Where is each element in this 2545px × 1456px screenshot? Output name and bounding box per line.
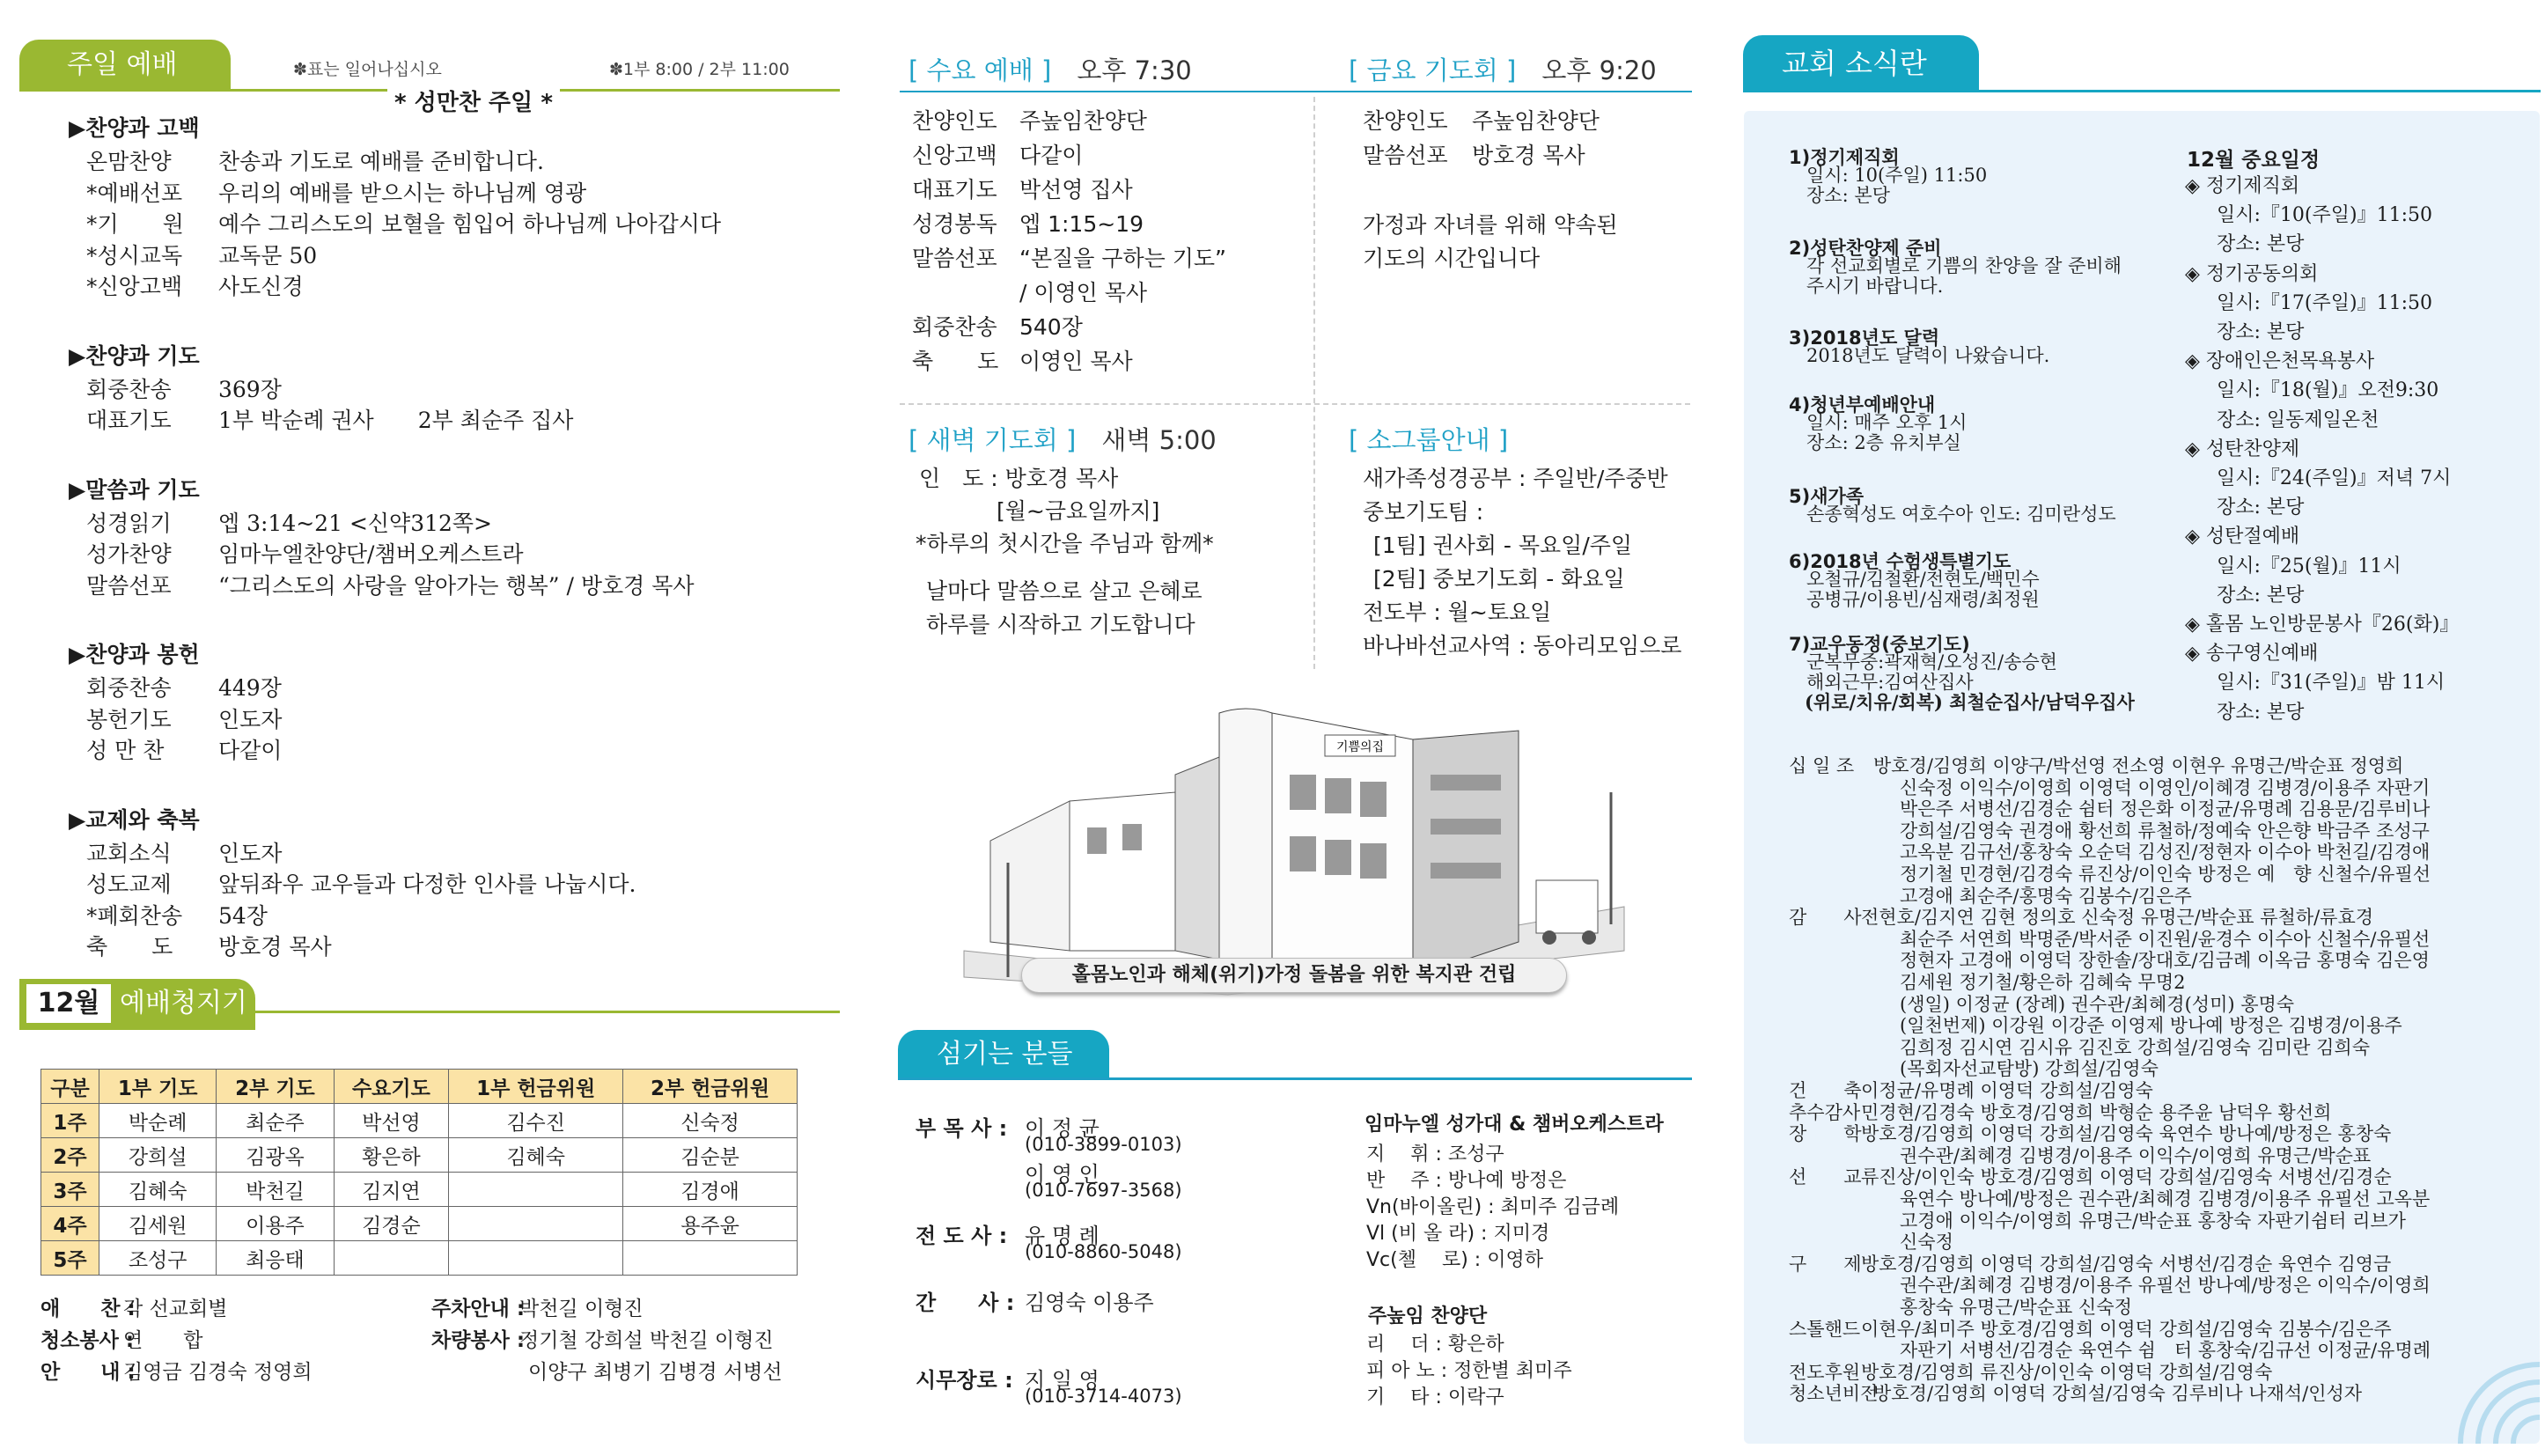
row-label: 성도교제 — [86, 871, 172, 897]
table-cell: 김혜숙 — [99, 1173, 217, 1207]
offering-names: 홍창숙 유명근/박순표 신숙정 — [1900, 1297, 2132, 1318]
row-label: 회중찬송 — [86, 376, 172, 402]
offering-names: (생일) 이정균 (장례) 권수관/최혜경(성미) 홍명숙 — [1900, 993, 2295, 1015]
server-role: 부 목 사 : — [916, 1116, 1008, 1141]
row-label: 회중찬송 — [912, 314, 997, 340]
row-value: 엡 1:15~19 — [1019, 211, 1144, 237]
duty-tab — [19, 979, 255, 1030]
offering-category: 장 학 — [1789, 1123, 1862, 1145]
server-name: 유 명 례 — [1025, 1224, 1100, 1248]
offering-names: 정기철 민경현/김경숙 류진상/이인숙 방정은 예 향 신철수/유필선 — [1900, 864, 2431, 885]
schedule-line: 일시:『25(월)』11시 — [2217, 555, 2402, 577]
row-label: *신앙고백 — [86, 274, 183, 299]
schedule-line: ◈ 장애인은천목욕봉사 — [2185, 350, 2375, 373]
offering-category: 건 축 — [1789, 1080, 1862, 1101]
row-value: 박선영 집사 — [1019, 177, 1133, 202]
schedule-line: 일시:『31(주일)』밤 11시 — [2217, 672, 2446, 695]
news-item-line: 일시: 매주 오후 1시 — [1806, 412, 1968, 433]
row-label: 말씀선포 — [86, 572, 172, 599]
building-caption: 홀몸노인과 해체(위기)가정 돌봄을 위한 복지관 건립 — [1021, 958, 1567, 993]
row-label: 축 도 — [912, 349, 999, 374]
server-name: (010-3714-4073) — [1025, 1386, 1182, 1407]
table-header: 수요기도 — [334, 1070, 449, 1104]
table-row — [41, 1241, 798, 1276]
news-item-title: 1)정기제직회 — [1789, 147, 1900, 168]
praise-member: 기 타 : 이락구 — [1366, 1386, 1504, 1408]
row-label: 축 도 — [86, 934, 173, 960]
table-cell: 김수진 — [449, 1104, 623, 1138]
offering-category: 추수감사 — [1789, 1101, 1861, 1123]
table-header: 구분 — [41, 1070, 99, 1104]
choir-member: Vl (비 올 라) : 지미경 — [1366, 1223, 1550, 1245]
smallgroup-title: [ 소그룹안내 ] — [1349, 425, 1509, 455]
offering-names: 정현자 고경애 이영덕 장한솔/장대호/김금례 이옥금 홍명숙 김은영 — [1900, 950, 2430, 972]
table-cell: 최순주 — [217, 1104, 334, 1138]
row-value: 우리의 예배를 받으시는 하나님께 영광 — [218, 180, 587, 206]
wednesday-title: [ 수요 예배 ] 오후 7:30 — [908, 55, 1192, 85]
praise-member: 피 아 노 : 정한별 최미주 — [1366, 1360, 1572, 1382]
row-value: 다같이 — [218, 738, 283, 763]
schedule-line: ◈ 정기공동의회 — [2185, 262, 2319, 285]
row-label: 성가찬양 — [86, 541, 172, 567]
news-item-title: 2)성탄찬양제 준비 — [1789, 238, 1942, 259]
extra-label: 차량봉사 : — [431, 1329, 526, 1352]
table-header: 1부 기도 — [99, 1070, 217, 1104]
offering-names: 전현호/김지연 김현 정의호 신숙정 유명근/박순표 류철하/류효경 — [1861, 907, 2374, 929]
extra-label: 안 내 : — [40, 1361, 136, 1384]
offering-names: 최순주 서연희 박명준/박서준 이진원/윤경수 이수아 신철수/유필선 — [1900, 928, 2431, 950]
row-value: 540장 — [1019, 314, 1083, 340]
extra-value: 정기철 강희설 박천길 이형진 — [519, 1329, 774, 1352]
table-cell: 신숙정 — [623, 1104, 798, 1138]
row-value: 54장 — [218, 902, 268, 929]
row-label: *예배선포 — [86, 180, 183, 206]
row-label: *폐회찬송 — [86, 902, 183, 929]
schedule-line: ◈ 성탄찬양제 — [2185, 438, 2300, 460]
dawn-title: [ 새벽 기도회 ] 새벽 5:00 — [908, 425, 1217, 455]
duty-label: 예배청지기 — [120, 988, 247, 1018]
dawn-note-2: 하루를 시작하고 기도합니다 — [926, 612, 1195, 637]
table-cell: 강희설 — [99, 1138, 217, 1173]
note-time: ✽1부 8:00 / 2부 11:00 — [609, 60, 790, 79]
table-cell — [334, 1241, 449, 1276]
schedule-line: 일시:『24(주일)』저녁 7시 — [2217, 467, 2452, 489]
server-name: 이 영 인 — [1025, 1162, 1100, 1187]
smallgroup-line: 중보기도팀 : — [1363, 499, 1484, 525]
news-item-title: 3)2018년도 달력 — [1789, 327, 1940, 349]
news-item-line: (위로/치유/회복) 최철순집사/남덕우집사 — [1805, 691, 2135, 713]
schedule-line: 일시:『18(월)』오전9:30 — [2217, 379, 2439, 402]
row-label: 온맘찬양 — [86, 149, 172, 174]
smallgroup-line: 전도부 : 월~토요일 — [1363, 599, 1552, 625]
row-label: 신앙고백 — [912, 143, 997, 168]
duty-month: 12월 — [26, 984, 111, 1023]
choir-member: Vn(바이올린) : 최미주 김금례 — [1366, 1196, 1620, 1218]
row-value: 사도신경 — [218, 274, 304, 299]
row-value: 주높임찬양단 — [1019, 108, 1147, 134]
smallgroup-line: [1팀] 권사회 - 목요일/주일 — [1373, 533, 1633, 558]
table-cell: 김지연 — [334, 1173, 449, 1207]
tab-church-news: 교회 소식란 — [1743, 35, 1979, 92]
offering-names: 권수관/최혜경 김병경/이용주 이익수/이영희 유명근/박순표 — [1900, 1144, 2372, 1166]
dawn-days: [월~금요일까지] — [997, 498, 1160, 524]
offering-category: 선 교 — [1789, 1166, 1862, 1188]
row-value: 앞뒤좌우 교우들과 다정한 인사를 나눕시다. — [218, 871, 636, 897]
row-value: 교독문 50 — [218, 242, 318, 268]
friday-title: [ 금요 기도회 ] 오후 9:20 — [1349, 55, 1657, 85]
table-header: 2부 기도 — [217, 1070, 334, 1104]
row-value: 방호경 목사 — [218, 934, 332, 960]
offering-names: 고경애 이익수/이영희 유명근/박순표 홍창숙 자판기쉼터 리브가 — [1900, 1210, 2406, 1232]
row-value: / 이영인 목사 — [1019, 280, 1148, 305]
row-label: *기 원 — [86, 211, 184, 237]
offering-names: 이현우/최미주 방호경/김영희 이영덕 강희설/김영숙 김봉수/김은주 — [1861, 1318, 2392, 1340]
server-role: 간 사 : — [916, 1291, 1015, 1315]
building-sign: 기쁨의집 — [1335, 740, 1385, 754]
table-cell — [449, 1207, 623, 1241]
offering-names: 류진상/이인숙 방호경/김영희 이영덕 강희설/김영숙 서병선/김경순 — [1861, 1166, 2392, 1188]
offering-names: 이정균/유명례 이영덕 강희설/김영숙 — [1861, 1080, 2153, 1101]
row-value: 인도자 — [218, 840, 283, 866]
server-name: 지 일 영 — [1025, 1368, 1100, 1393]
news-item-title: 7)교우동정(중보기도) — [1789, 634, 1970, 655]
choir-title: 임마누엘 성가대 & 챔버오케스트라 — [1364, 1114, 1664, 1136]
dawn-slogan: *하루의 첫시간을 주님과 함께* — [916, 531, 1214, 556]
table-row — [41, 1104, 798, 1138]
divider — [900, 91, 1692, 92]
table-row — [41, 1138, 798, 1173]
row-label: 말씀선포 — [912, 246, 997, 271]
news-item-line: 주시기 바랍니다. — [1806, 276, 1944, 297]
row-value: 449장 — [218, 675, 282, 701]
row-value: 1부 박순례 권사 2부 최순주 집사 — [218, 408, 574, 433]
divider — [898, 1077, 1692, 1080]
table-row — [41, 1207, 798, 1241]
row-value: “본질을 구하는 기도” — [1019, 246, 1226, 271]
offering-names: 신숙정 이익수/이영희 이영덕 이영인/이혜경 김병경/이용주 자판기 — [1900, 776, 2431, 798]
extra-value: 연 합 — [123, 1329, 203, 1352]
friday-note-1: 가정과 자녀를 위해 약속된 — [1363, 212, 1618, 238]
dawn-note-1: 날마다 말씀으로 살고 은혜로 — [926, 578, 1203, 604]
table-cell: 박선영 — [334, 1104, 449, 1138]
row-value: “그리스도의 사랑을 알아가는 행복” / 방호경 목사 — [218, 572, 695, 599]
offering-names: 고경애 최순주/홍명숙 김봉수/김은주 — [1900, 885, 2192, 907]
table-cell: 박천길 — [217, 1173, 334, 1207]
divider — [1313, 97, 1315, 669]
table-cell: 최응태 — [217, 1241, 334, 1276]
duty-table — [40, 1069, 798, 1276]
row-label: 성 만 찬 — [86, 738, 165, 763]
row-value: 찬송과 기도로 예배를 준비합니다. — [218, 149, 544, 174]
news-item-title: 5)새가족 — [1789, 486, 1865, 507]
table-cell: 김광옥 — [217, 1138, 334, 1173]
offering-names: 방호경/김영희 류진상/이인숙 이영덕 강희설/김영숙 — [1861, 1361, 2273, 1383]
dawn-leader: 인 도 : 방호경 목사 — [919, 466, 1119, 491]
offering-category: 스톨핸드 — [1789, 1318, 1861, 1340]
row-label: 회중찬송 — [86, 675, 172, 701]
schedule-line: 장소: 본당 — [2217, 701, 2305, 724]
row-value: 임마누엘찬양단/챔버오케스트라 — [218, 541, 524, 567]
schedule-title: 12월 중요일정 — [2187, 149, 2321, 172]
offering-names: 방호경/김영희 이영덕 강희설/김영숙 육연수 방나예/방정은 홍창숙 — [1861, 1123, 2392, 1145]
table-cell: 2주 — [41, 1138, 99, 1173]
extra-value: 각 선교회별 — [123, 1298, 228, 1320]
news-item-line: 각 선교회별로 기쁨의 찬양을 잘 준비해 — [1806, 255, 2122, 276]
offering-category: 청소년비전 — [1789, 1383, 1879, 1405]
news-item-line: 장소: 본당 — [1806, 185, 1890, 206]
server-name: (010-7697-3568) — [1025, 1180, 1182, 1201]
offering-names: 김희정 김시연 김시유 김진호 강희설/김영숙 김미란 김희숙 — [1900, 1036, 2370, 1058]
schedule-line: ◈ 송구영신예배 — [2185, 643, 2319, 665]
friday-note-2: 기도의 시간입니다 — [1363, 246, 1541, 271]
server-name: 김영숙 이용주 — [1025, 1291, 1154, 1315]
extra-value: 김영금 김경숙 정영희 — [123, 1361, 313, 1384]
row-value: 인도자 — [218, 706, 283, 732]
offering-names: (일천번제) 이강원 이강준 이영제 방나예 방정은 김병경/이용주 — [1900, 1015, 2402, 1037]
welfare-center-illustration — [955, 687, 1642, 1004]
choir-member: 지 휘 : 조성구 — [1366, 1143, 1504, 1166]
extra-label: 청소봉사 : — [40, 1329, 135, 1352]
table-cell: 황은하 — [334, 1138, 449, 1173]
offering-names: 육연수 방나예/방정은 권수관/최혜경 김병경/이용주 유필선 고옥분 — [1900, 1188, 2431, 1210]
schedule-line: 장소: 일동제일온천 — [2217, 408, 2380, 431]
section-title: ▶찬양과 봉헌 — [69, 642, 200, 667]
offering-names: 권수관/최혜경 김병경/이용주 유필선 방나예/방정은 이익수/이영희 — [1900, 1275, 2431, 1297]
schedule-line: 장소: 본당 — [2217, 233, 2305, 256]
row-label: *성시교독 — [86, 242, 183, 268]
schedule-line: ◈ 홀몸 노인방문봉사『26(화)』 — [2185, 614, 2460, 636]
divider — [1743, 90, 2541, 92]
news-item-line: 군복무중:곽재혁/오성진/송승현 — [1806, 651, 2057, 673]
section-title: ▶찬양과 고백 — [69, 115, 200, 141]
offering-names: 방호경/김영희 이영덕 강희설/김영숙 김루비나 나재석/인성자 — [1873, 1383, 2363, 1405]
row-value: 주높임찬양단 — [1472, 108, 1600, 134]
extra-value: 이양구 최병기 김병경 서병선 — [528, 1361, 783, 1384]
row-label: 말씀선포 — [1363, 143, 1448, 168]
choir-member: Vc(첼 로) : 이영하 — [1366, 1249, 1543, 1271]
section-title: ▶말씀과 기도 — [69, 476, 200, 503]
row-label: 대표기도 — [912, 177, 997, 202]
news-item-line: 손종혁성도 여호수아 인도: 김미란성도 — [1806, 504, 2116, 525]
row-value: 예수 그리스도의 보혈을 힘입어 하나님께 나아갑시다 — [218, 211, 722, 237]
server-name: (010-8860-5048) — [1025, 1241, 1182, 1262]
extra-value: 박천길 이형진 — [519, 1298, 644, 1320]
offering-names: 신숙정 — [1900, 1232, 1953, 1254]
server-name: 이 정 균 — [1025, 1116, 1100, 1141]
row-value: 이영인 목사 — [1019, 349, 1133, 374]
table-cell: 3주 — [41, 1173, 99, 1207]
row-value: 방호경 목사 — [1472, 143, 1585, 168]
offering-names: (목회자선교탐방) 강희설/김영숙 — [1900, 1058, 2159, 1080]
schedule-line: 장소: 본당 — [2217, 321, 2305, 343]
tab-servers: 섬기는 분들 — [898, 1030, 1109, 1079]
server-name: (010-3899-0103) — [1025, 1134, 1182, 1155]
table-cell: 용주윤 — [623, 1207, 798, 1241]
decorative-arcs — [2430, 1338, 2540, 1444]
row-label: 성경봉독 — [912, 211, 997, 237]
table-row — [41, 1173, 798, 1207]
row-label: 봉헌기도 — [86, 706, 172, 732]
smallgroup-line: 새가족성경공부 : 주일반/주중반 — [1363, 466, 1668, 491]
table-cell: 김순분 — [623, 1138, 798, 1173]
news-item-line: 오철규/김철환/전현도/백민수 — [1806, 569, 2040, 590]
offering-names: 고옥분 김규선/홍창숙 오순덕 김성진/정현자 이수아 박천길/김경애 — [1900, 842, 2431, 864]
section-title: ▶찬양과 기도 — [69, 342, 200, 369]
table-cell: 김세원 — [99, 1207, 217, 1241]
praise-title: 주높임 찬양단 — [1368, 1305, 1488, 1327]
offering-category: 구 제 — [1789, 1253, 1862, 1275]
table-cell — [449, 1173, 623, 1207]
row-label: 찬양인도 — [1363, 108, 1448, 134]
section-title: ▶교제와 축복 — [69, 806, 200, 833]
offering-names: 자판기 서병선/김경순 육연수 쉼 터 홍창숙/김규선 이정균/유명례 — [1900, 1340, 2431, 1362]
table-cell: 4주 — [41, 1207, 99, 1241]
table-cell: 5주 — [41, 1241, 99, 1276]
news-item-line: 공병규/이용빈/심재령/최정원 — [1806, 589, 2040, 610]
news-item-line: 해외근무:김여산집사 — [1806, 672, 1974, 693]
offering-names: 강희설/김영숙 권경애 황선희 류철하/정예숙 안은향 박금주 조성구 — [1900, 820, 2430, 842]
server-role: 시무장로 : — [916, 1368, 1013, 1393]
row-label: 찬양인도 — [912, 108, 997, 134]
table-header-row — [41, 1070, 798, 1104]
note-stand: ✽표는 일어나십시오 — [293, 60, 442, 79]
schedule-line: ◈ 성탄절예배 — [2185, 526, 2300, 548]
table-cell: 박순례 — [99, 1104, 217, 1138]
tab-sunday-worship: 주일 예배 — [19, 40, 231, 91]
table-cell: 조성구 — [99, 1241, 217, 1276]
service-title: * 성만찬 주일 * — [387, 85, 560, 117]
smallgroup-line: [2팀] 중보기도회 - 화요일 — [1373, 566, 1625, 592]
table-cell: 김혜숙 — [449, 1138, 623, 1173]
table-header: 2부 헌금위원 — [623, 1070, 798, 1104]
schedule-line: 장소: 본당 — [2217, 496, 2305, 519]
schedule-line: 장소: 본당 — [2217, 584, 2305, 607]
offering-category: 전도후원 — [1789, 1361, 1861, 1383]
table-cell: 이용주 — [217, 1207, 334, 1241]
offering-names: 김세원 정기철/황은하 김혜숙 무명2 — [1900, 972, 2186, 993]
schedule-line: 일시:『17(주일)』11:50 — [2217, 291, 2432, 314]
table-cell: 김경순 — [334, 1207, 449, 1241]
row-value: 다같이 — [1019, 143, 1084, 168]
offering-category: 십 일 조 — [1789, 755, 1855, 776]
divider — [900, 403, 1690, 405]
table-header: 1부 헌금위원 — [449, 1070, 623, 1104]
schedule-line: 일시:『10(주일)』11:50 — [2217, 204, 2432, 227]
offering-names: 방호경/김영희 이영덕 강희설/김영숙 서병선/김경순 육연수 김영금 — [1861, 1253, 2392, 1275]
smallgroup-line: 바나바선교사역 : 동아리모임으로 — [1363, 633, 1682, 658]
table-cell — [449, 1241, 623, 1276]
news-item-line: 2018년도 달력이 나왔습니다. — [1806, 345, 2050, 366]
offering-category: 감 사 — [1789, 907, 1862, 929]
schedule-line: ◈ 정기제직회 — [2185, 175, 2300, 197]
row-label: 성경읽기 — [86, 510, 172, 536]
server-role: 전 도 사 : — [916, 1224, 1008, 1248]
news-item-title: 4)청년부예배안내 — [1789, 394, 1936, 415]
row-value: 369장 — [218, 376, 282, 402]
choir-member: 반 주 : 방나예 방정은 — [1366, 1170, 1567, 1192]
offering-names: 박은주 서병선/김경순 쉼터 정은화 이정균/유명례 김용문/김루비나 — [1900, 798, 2431, 820]
praise-member: 리 더 : 황은하 — [1366, 1334, 1504, 1356]
table-cell — [623, 1241, 798, 1276]
news-item-title: 6)2018년 수험생특별기도 — [1789, 551, 2012, 572]
extra-label: 애 찬 : — [40, 1298, 136, 1320]
table-cell: 김경애 — [623, 1173, 798, 1207]
row-value: 엡 3:14~21 <신약312쪽> — [218, 510, 493, 536]
news-item-line: 장소: 2층 유치부실 — [1806, 432, 1961, 453]
row-label: 교회소식 — [86, 840, 172, 866]
extra-label: 주차안내 : — [431, 1298, 526, 1320]
news-item-line: 일시: 10(주일) 11:50 — [1806, 165, 1988, 186]
table-cell: 1주 — [41, 1104, 99, 1138]
row-label: 대표기도 — [86, 408, 172, 433]
offering-names: 방호경/김영희 이양구/박선영 전소영 이현우 유명근/박순표 정영희 — [1873, 755, 2404, 776]
offering-names: 민경현/김경숙 방호경/김영희 박형순 용주윤 남덕우 황선희 — [1861, 1101, 2332, 1123]
